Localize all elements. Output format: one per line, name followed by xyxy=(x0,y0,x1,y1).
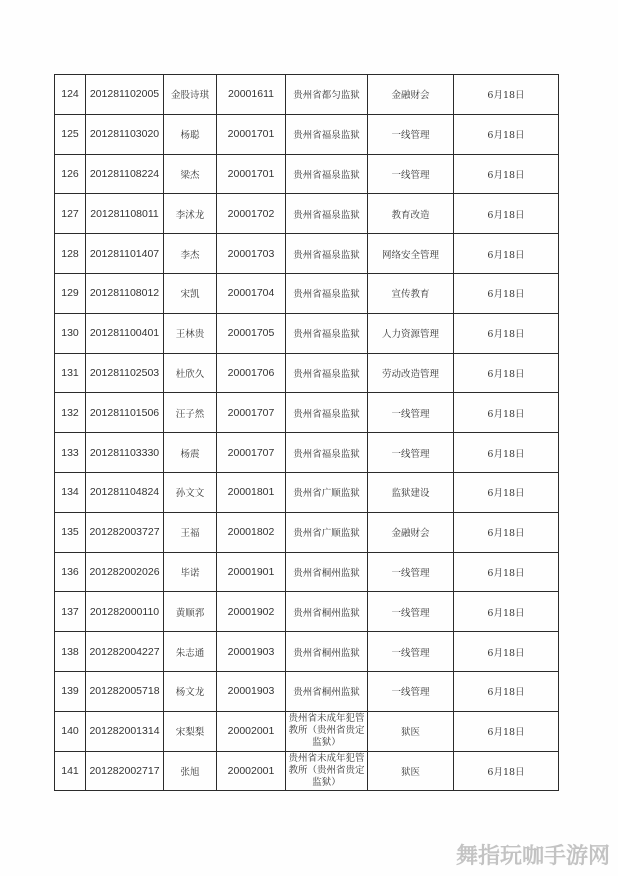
date-cell: 6月18日 xyxy=(454,552,559,592)
position-cell: 一线管理 xyxy=(368,671,454,711)
post-code-cell: 20001903 xyxy=(217,632,286,672)
employer-unit-cell: 贵州省桐州监狱 xyxy=(286,671,368,711)
date-cell: 6月18日 xyxy=(454,671,559,711)
table-row xyxy=(55,234,559,274)
post-code-cell: 20001901 xyxy=(217,552,286,592)
exam-id-cell: 201282003727 xyxy=(86,512,164,552)
post-code-cell: 20001707 xyxy=(217,393,286,433)
candidate-name-cell: 金股诗琪 xyxy=(164,75,217,115)
position-cell: 一线管理 xyxy=(368,393,454,433)
exam-id-cell: 201281103330 xyxy=(86,433,164,473)
position-cell: 宣传教育 xyxy=(368,273,454,313)
position-cell: 人力资源管理 xyxy=(368,313,454,353)
post-code-cell: 20001703 xyxy=(217,234,286,274)
date-cell: 6月18日 xyxy=(454,273,559,313)
serial-number-cell: 128 xyxy=(55,234,86,274)
candidate-name-cell: 宋梨梨 xyxy=(164,711,217,751)
table-row xyxy=(55,751,559,791)
position-cell: 教育改造 xyxy=(368,194,454,234)
date-cell: 6月18日 xyxy=(454,433,559,473)
serial-number-cell: 124 xyxy=(55,75,86,115)
table-row xyxy=(55,592,559,632)
employer-unit-cell: 贵州省未成年犯管教所（贵州省贵定监狱） xyxy=(286,711,368,751)
candidate-name-cell: 杜欣久 xyxy=(164,353,217,393)
table-row xyxy=(55,552,559,592)
date-cell: 6月18日 xyxy=(454,632,559,672)
position-cell: 一线管理 xyxy=(368,154,454,194)
post-code-cell: 20001801 xyxy=(217,472,286,512)
position-cell: 金融财会 xyxy=(368,75,454,115)
post-code-cell: 20001902 xyxy=(217,592,286,632)
exam-id-cell: 201282002026 xyxy=(86,552,164,592)
exam-id-cell: 201282005718 xyxy=(86,671,164,711)
post-code-cell: 20001706 xyxy=(217,353,286,393)
post-code-cell: 20002001 xyxy=(217,711,286,751)
candidate-name-cell: 毕诺 xyxy=(164,552,217,592)
date-cell: 6月18日 xyxy=(454,393,559,433)
employer-unit-cell: 贵州省未成年犯管教所（贵州省贵定监狱） xyxy=(286,751,368,791)
position-cell: 狱医 xyxy=(368,711,454,751)
candidate-name-cell: 张旭 xyxy=(164,751,217,791)
exam-id-cell: 201281108224 xyxy=(86,154,164,194)
table-body xyxy=(55,75,559,791)
table-row xyxy=(55,194,559,234)
post-code-cell: 20001705 xyxy=(217,313,286,353)
post-code-cell: 20001707 xyxy=(217,433,286,473)
site-watermark: 舞指玩咖手游网 xyxy=(455,844,610,869)
employer-unit-cell: 贵州省桐州监狱 xyxy=(286,632,368,672)
table-row xyxy=(55,353,559,393)
serial-number-cell: 136 xyxy=(55,552,86,592)
exam-id-cell: 201281101407 xyxy=(86,234,164,274)
employer-unit-cell: 贵州省福泉监狱 xyxy=(286,273,368,313)
serial-number-cell: 131 xyxy=(55,353,86,393)
position-cell: 劳动改造管理 xyxy=(368,353,454,393)
employer-unit-cell: 贵州省广顺监狱 xyxy=(286,472,368,512)
date-cell: 6月18日 xyxy=(454,353,559,393)
post-code-cell: 20002001 xyxy=(217,751,286,791)
employer-unit-cell: 贵州省福泉监狱 xyxy=(286,393,368,433)
post-code-cell: 20001701 xyxy=(217,154,286,194)
employer-unit-cell: 贵州省福泉监狱 xyxy=(286,353,368,393)
serial-number-cell: 134 xyxy=(55,472,86,512)
table-row xyxy=(55,711,559,751)
employer-unit-cell: 贵州省都匀监狱 xyxy=(286,75,368,115)
serial-number-cell: 129 xyxy=(55,273,86,313)
serial-number-cell: 137 xyxy=(55,592,86,632)
post-code-cell: 20001611 xyxy=(217,75,286,115)
serial-number-cell: 125 xyxy=(55,114,86,154)
exam-id-cell: 201281102005 xyxy=(86,75,164,115)
table-row xyxy=(55,632,559,672)
employer-unit-cell: 贵州省福泉监狱 xyxy=(286,234,368,274)
table-row xyxy=(55,433,559,473)
candidate-name-cell: 王林贵 xyxy=(164,313,217,353)
candidate-name-cell: 宋凯 xyxy=(164,273,217,313)
serial-number-cell: 140 xyxy=(55,711,86,751)
serial-number-cell: 138 xyxy=(55,632,86,672)
position-cell: 金融财会 xyxy=(368,512,454,552)
serial-number-cell: 132 xyxy=(55,393,86,433)
serial-number-cell: 135 xyxy=(55,512,86,552)
exam-id-cell: 201281100401 xyxy=(86,313,164,353)
table-row xyxy=(55,75,559,115)
post-code-cell: 20001704 xyxy=(217,273,286,313)
date-cell: 6月18日 xyxy=(454,472,559,512)
candidate-name-cell: 汪子然 xyxy=(164,393,217,433)
serial-number-cell: 126 xyxy=(55,154,86,194)
candidate-name-cell: 王福 xyxy=(164,512,217,552)
serial-number-cell: 133 xyxy=(55,433,86,473)
employer-unit-cell: 贵州省桐州监狱 xyxy=(286,592,368,632)
exam-id-cell: 201281104824 xyxy=(86,472,164,512)
position-cell: 一线管理 xyxy=(368,114,454,154)
position-cell: 监狱建设 xyxy=(368,472,454,512)
date-cell: 6月18日 xyxy=(454,75,559,115)
position-cell: 一线管理 xyxy=(368,632,454,672)
candidate-name-cell: 李杰 xyxy=(164,234,217,274)
serial-number-cell: 141 xyxy=(55,751,86,791)
serial-number-cell: 139 xyxy=(55,671,86,711)
date-cell: 6月18日 xyxy=(454,234,559,274)
candidate-name-cell: 杨震 xyxy=(164,433,217,473)
table-row xyxy=(55,273,559,313)
employer-unit-cell: 贵州省福泉监狱 xyxy=(286,114,368,154)
candidate-name-cell: 黄顺郛 xyxy=(164,592,217,632)
post-code-cell: 20001802 xyxy=(217,512,286,552)
candidate-name-cell: 李沭龙 xyxy=(164,194,217,234)
date-cell: 6月18日 xyxy=(454,711,559,751)
candidate-name-cell: 孙文文 xyxy=(164,472,217,512)
exam-id-cell: 201282002717 xyxy=(86,751,164,791)
employer-unit-cell: 贵州省福泉监狱 xyxy=(286,194,368,234)
post-code-cell: 20001701 xyxy=(217,114,286,154)
candidate-name-cell: 杨文龙 xyxy=(164,671,217,711)
date-cell: 6月18日 xyxy=(454,194,559,234)
table-row xyxy=(55,671,559,711)
position-cell: 网络安全管理 xyxy=(368,234,454,274)
date-cell: 6月18日 xyxy=(454,313,559,353)
exam-id-cell: 201282001314 xyxy=(86,711,164,751)
position-cell: 一线管理 xyxy=(368,592,454,632)
employer-unit-cell: 贵州省广顺监狱 xyxy=(286,512,368,552)
date-cell: 6月18日 xyxy=(454,512,559,552)
candidate-name-cell: 杨聪 xyxy=(164,114,217,154)
post-code-cell: 20001903 xyxy=(217,671,286,711)
candidate-name-cell: 梁杰 xyxy=(164,154,217,194)
date-cell: 6月18日 xyxy=(454,154,559,194)
employer-unit-cell: 贵州省福泉监狱 xyxy=(286,154,368,194)
employer-unit-cell: 贵州省福泉监狱 xyxy=(286,433,368,473)
exam-id-cell: 201281108011 xyxy=(86,194,164,234)
position-cell: 一线管理 xyxy=(368,552,454,592)
exam-id-cell: 201281101506 xyxy=(86,393,164,433)
post-code-cell: 20001702 xyxy=(217,194,286,234)
exam-id-cell: 201281102503 xyxy=(86,353,164,393)
date-cell: 6月18日 xyxy=(454,114,559,154)
serial-number-cell: 127 xyxy=(55,194,86,234)
date-cell: 6月18日 xyxy=(454,751,559,791)
exam-id-cell: 201282000110 xyxy=(86,592,164,632)
table-row xyxy=(55,472,559,512)
candidate-name-cell: 朱志通 xyxy=(164,632,217,672)
exam-id-cell: 201281108012 xyxy=(86,273,164,313)
table-row xyxy=(55,313,559,353)
candidate-roster-table xyxy=(54,74,559,791)
serial-number-cell: 130 xyxy=(55,313,86,353)
employer-unit-cell: 贵州省桐州监狱 xyxy=(286,552,368,592)
table-row xyxy=(55,154,559,194)
employer-unit-cell: 贵州省福泉监狱 xyxy=(286,313,368,353)
date-cell: 6月18日 xyxy=(454,592,559,632)
position-cell: 狱医 xyxy=(368,751,454,791)
table-row xyxy=(55,393,559,433)
exam-id-cell: 201282004227 xyxy=(86,632,164,672)
table-row xyxy=(55,114,559,154)
position-cell: 一线管理 xyxy=(368,433,454,473)
table-row xyxy=(55,512,559,552)
exam-id-cell: 201281103020 xyxy=(86,114,164,154)
